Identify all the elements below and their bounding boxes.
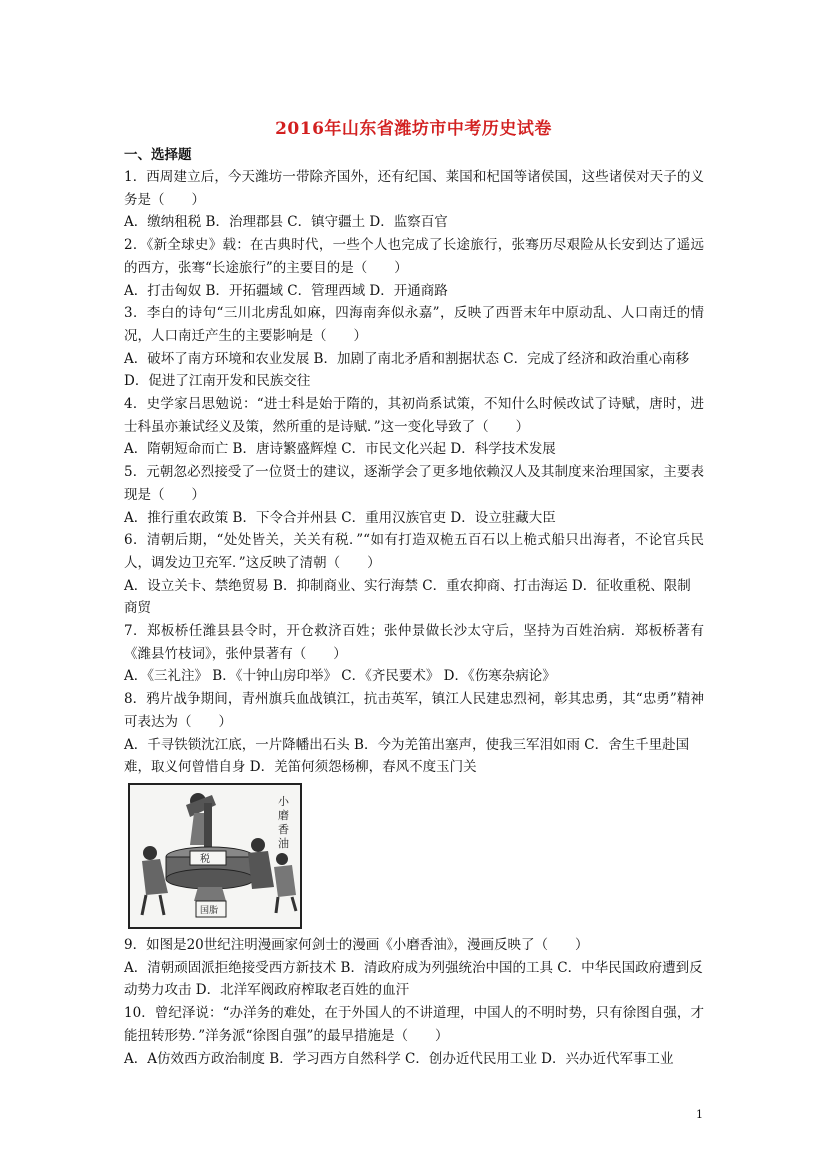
svg-text:磨: 磨 bbox=[278, 808, 289, 822]
question-stem: 8．鸦片战争期间，青州旗兵血战镇江，抗击英军，镇江人民建忠烈祠，彰其忠勇，其“忠勇”精神可表达为（ ） bbox=[124, 691, 704, 730]
jar-label: 国脂 bbox=[200, 905, 219, 916]
page-number: 1 bbox=[696, 1108, 703, 1121]
question-stem: 7．郑板桥任潍县县令时，开仓救济百姓；张仲景做长沙太守后，坚持为百姓治病．郑板桥著有《潍县竹枝词》，张仲景著有（ ） bbox=[124, 623, 704, 662]
svg-text:油: 油 bbox=[278, 836, 289, 850]
question-options: A．千寻铁锁沈江底，一片降幡出石头 B．今为羌笛出塞声，使我三军泪如雨 C．舍生千里赴国难，取义何曾惜自身 D．羌笛何须怨杨柳，春风不度玉门关 bbox=[124, 736, 690, 776]
question-options: A．隋朝短命而亡 B．唐诗繁盛辉煌 C．市民文化兴起 D．科学技术发展 bbox=[124, 441, 556, 458]
svg-text:香: 香 bbox=[278, 822, 289, 836]
svg-text:小: 小 bbox=[278, 794, 289, 808]
question-list bbox=[124, 144, 704, 1070]
question-options: A．推行重农政策 B．下令合并州县 C．重用汉族官吏 D．设立驻藏大臣 bbox=[124, 509, 556, 526]
question-options: A．《三礼注》 B．《十钟山房印举》 C．《齐民要术》 D．《伤寒杂病论》 bbox=[124, 668, 556, 685]
question-stem: 4．史学家吕思勉说：“进士科是始于隋的，其初尚系试策，不知什么时候改试了诗赋，唐时，进士科虽亦兼试经义及策，然所重的是诗赋．”这一变化导致了（ ） bbox=[124, 396, 704, 435]
cartoon-drawing bbox=[128, 783, 302, 929]
question-stem: 1．西周建立后，今天潍坊一带除齐国外，还有纪国、莱国和杞国等诸侯国，这些诸侯对天子的义务是（ ） bbox=[124, 169, 704, 208]
question-options: A．破坏了南方环境和农业发展 B．加剧了南北矛盾和割据状态 C．完成了经济和政治重心南移 D．促进了江南开发和民族交往 bbox=[124, 350, 690, 390]
question-options: A．缴纳租税 B．治理郡县 C．镇守疆土 D．监察百官 bbox=[124, 214, 448, 231]
question-stem: 5．元朝忽必烈接受了一位贤士的建议，逐渐学会了更多地依赖汉人及其制度来治理国家，主要表现是（ ） bbox=[124, 464, 704, 503]
question-stem: 2．《新全球史》载：在古典时代，一些个人也完成了长途旅行，张骞历尽艰险从长安到达了遥远的西方，张骞“长途旅行”的主要目的是（ ） bbox=[124, 237, 704, 276]
question-stem: 9．如图是20世纪注明漫画家何剑士的漫画《小磨香油》，漫画反映了（ ） bbox=[124, 936, 589, 953]
question-options: A．清朝顽固派拒绝接受西方新技术 B．清政府成为列强统治中国的工具 C．中华民国政府遭到反动势力攻击 D．北洋军阀政府榨取老百姓的血汗 bbox=[124, 959, 703, 999]
question-stem: 10．曾纪泽说：“办洋务的难处，在于外国人的不讲道理，中国人的不明时势，只有徐图自强，才能扭转形势．”洋务派“徐图自强”的最早措施是（ ） bbox=[124, 1005, 704, 1044]
mill-label: 税 bbox=[200, 853, 210, 865]
exam-title: 2016年山东省潍坊市中考历史试卷 bbox=[275, 119, 552, 139]
question-stem: 3．李白的诗句“三川北虏乱如麻，四海南奔似永嘉”，反映了西晋末年中原动乱、人口南迁的情况，人口南迁产生的主要影响是（ ） bbox=[124, 305, 704, 344]
question-options: A．打击匈奴 B．开拓疆域 C．管理西域 D．开通商路 bbox=[124, 282, 448, 299]
question-stem: 6．清朝后期，“处处皆关，关关有税．”“如有打造双桅五百石以上桅式船只出海者，不论官兵民人，调发边卫充军．”这反映了清朝（ ） bbox=[124, 532, 704, 571]
question-options: A．设立关卡、禁绝贸易 B．抑制商业、实行海禁 C．重农抑商、打击海运 D．征收重税、限制商贸 bbox=[124, 577, 691, 617]
question-options: A．A仿效西方政治制度 B．学习西方自然科学 C．创办近代民用工业 D．兴办近代军事工业 bbox=[124, 1050, 674, 1067]
cartoon-image bbox=[128, 783, 302, 929]
section-heading: 一、选择题 bbox=[124, 147, 192, 163]
